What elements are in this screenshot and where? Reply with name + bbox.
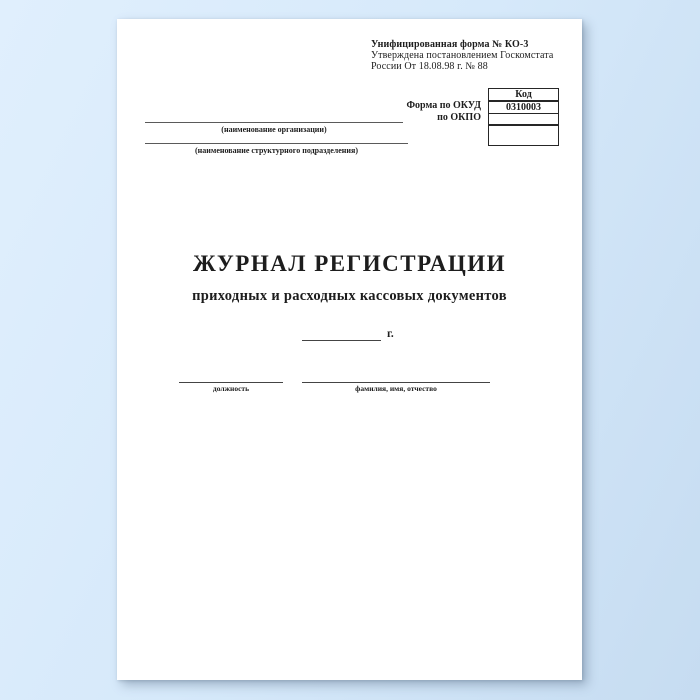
okpo-label: по ОКПО	[437, 111, 481, 123]
approval-note-line3: России От 18.08.98 г. № 88	[371, 60, 488, 72]
code-table	[488, 88, 559, 146]
structural-unit-caption: (наименование структурного подразделения)	[194, 145, 359, 155]
okud-code-cell: 0310003	[489, 101, 559, 114]
approval-note-line1: Унифицированная форма № КО-3	[371, 39, 529, 50]
year-line	[302, 340, 381, 341]
form-approval-note	[371, 40, 576, 72]
approval-note-line2: Утверждена постановлением Госкомстата	[371, 49, 554, 61]
document-subtitle: приходных и расходных кассовых документов	[192, 288, 507, 304]
document-page	[117, 19, 582, 680]
year-suffix: г.	[387, 328, 394, 340]
structural-unit-line	[145, 143, 408, 144]
full-name-caption: фамилия, имя, отчество	[355, 383, 437, 393]
organization-name-line	[145, 122, 403, 123]
organization-name-caption: (наименование организации)	[221, 124, 327, 134]
code-table-header: Код	[489, 89, 559, 102]
okpo-code-cell	[489, 114, 559, 125]
position-line	[179, 382, 283, 383]
full-name-line	[302, 382, 490, 383]
extra-code-cell	[489, 125, 559, 146]
code-labels	[351, 100, 481, 123]
position-caption: должность	[212, 383, 250, 393]
okud-form-label: Форма по ОКУД	[406, 100, 481, 111]
document-title: ЖУРНАЛ РЕГИСТРАЦИИ	[193, 251, 506, 276]
